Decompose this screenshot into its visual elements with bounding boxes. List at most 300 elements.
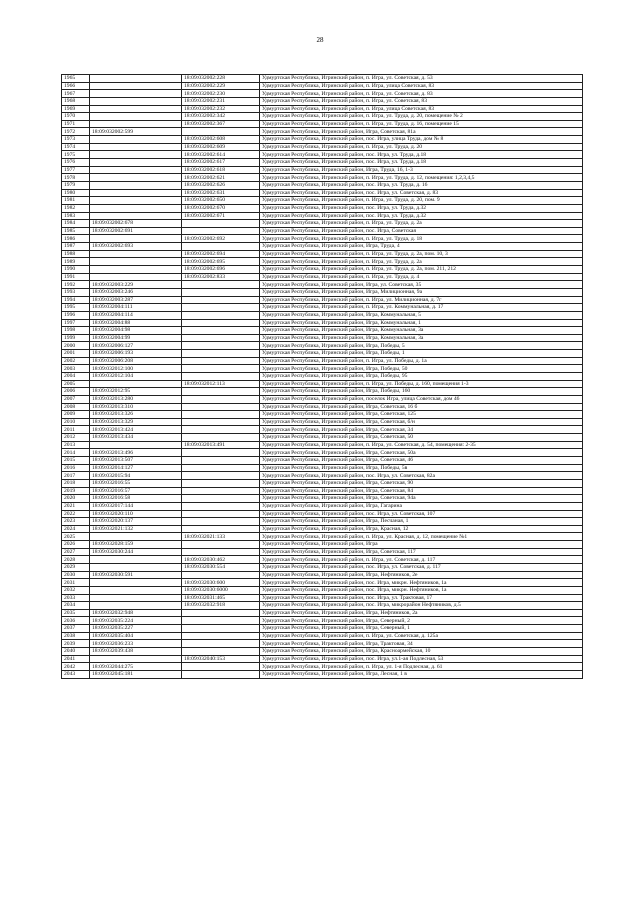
building-number-cell: 18:09:032002:232 [182,105,260,113]
address-cell: Удмуртская Республика, Игринский район, п. Игра, ул. Советская, д. 53 [260,75,583,83]
row-number-cell: 1966 [62,82,90,90]
land-plot-number-cell [90,594,182,602]
building-number-cell: 18:09:032002:231 [182,97,260,105]
address-cell: Удмуртская Республика, Игринский район, Игра, Милиционная, 9а [260,288,583,296]
table-row [62,449,583,457]
address-cell: Удмуртская Республика, Игринский район, Игра, Победы, 5 [260,342,583,350]
building-number-cell: 18:09:032002:692 [182,235,260,243]
building-number-cell [182,648,260,656]
land-plot-number-cell: 18:09:032036:233 [90,640,182,648]
address-cell: Удмуртская Республика, Игринский район, п. Игра, ул. Победы, д. 160, помещения 1-3 [260,380,583,388]
land-plot-number-cell: 18:09:032013:329 [90,418,182,426]
table-row [62,670,583,678]
building-number-cell [182,281,260,289]
row-number-cell: 2015 [62,457,90,465]
land-plot-number-cell [90,189,182,197]
building-number-cell [182,632,260,640]
row-number-cell: 1999 [62,334,90,342]
land-plot-number-cell: 18:09:032016:55 [90,479,182,487]
land-plot-number-cell [90,380,182,388]
row-number-cell: 2037 [62,625,90,633]
address-cell: Удмуртская Республика, Игринский район, пос. Игра, Советская [260,227,583,235]
table-row [62,602,583,610]
row-number-cell: 2000 [62,342,90,350]
address-cell: Удмуртская Республика, Игринский район, пос. Игра, ул. Труда, д.32 [260,212,583,220]
row-number-cell: 2004 [62,372,90,380]
row-number-cell: 1997 [62,319,90,327]
address-cell: Удмуртская Республика, Игринский район, п. Игра, ул. Советская, 83 [260,97,583,105]
table-row [62,128,583,136]
building-number-cell [182,502,260,510]
land-plot-number-cell [90,586,182,594]
land-plot-number-cell: 18:09:032013:496 [90,449,182,457]
building-number-cell [182,472,260,480]
land-plot-number-cell: 18:09:032017:144 [90,502,182,510]
row-number-cell: 2014 [62,449,90,457]
address-cell: Удмуртская Республика, Игринский район, Игра, Советская, 94а [260,495,583,503]
table-row [62,533,583,541]
land-plot-number-cell: 18:09:032012:95 [90,388,182,396]
address-cell: Удмуртская Республика, Игринский район, Игра, Советская, 84 [260,487,583,495]
address-cell: Удмуртская Республика, Игринский район, Игра, Коммунальная, 3а [260,327,583,335]
building-number-cell [182,487,260,495]
building-number-cell [182,403,260,411]
land-plot-number-cell [90,151,182,159]
row-number-cell: 2030 [62,571,90,579]
building-number-cell [182,426,260,434]
row-number-cell: 2031 [62,579,90,587]
building-number-cell: 18:09:032002:650 [182,197,260,205]
building-number-cell [182,670,260,678]
table-row [62,235,583,243]
row-number-cell: 2008 [62,403,90,411]
land-plot-number-cell [90,602,182,610]
row-number-cell: 2033 [62,594,90,602]
address-cell: Удмуртская Республика, Игринский район, Игра, Песчаная, 1 [260,518,583,526]
building-number-cell: 18:09:032002:609 [182,143,260,151]
table-row [62,250,583,258]
address-cell: Удмуртская Республика, Игринский район, пос. Игра, ул. Труда, д.32 [260,204,583,212]
table-row [62,105,583,113]
table-row [62,342,583,350]
land-plot-number-cell: 18:09:032035:227 [90,625,182,633]
row-number-cell: 1975 [62,151,90,159]
land-plot-number-cell [90,212,182,220]
land-plot-number-cell: 18:09:032006:127 [90,342,182,350]
building-number-cell: 18:09:032002:618 [182,166,260,174]
land-plot-number-cell: 18:09:032013:424 [90,426,182,434]
land-plot-number-cell: 18:09:032004:111 [90,304,182,312]
table-row [62,82,583,90]
row-number-cell: 2034 [62,602,90,610]
row-number-cell: 2016 [62,464,90,472]
building-number-cell: 18:09:032030:6000 [182,586,260,594]
row-number-cell: 1989 [62,258,90,266]
building-number-cell [182,342,260,350]
address-cell: Удмуртская Республика, Игринский район, п. Игра, ул. Труда, д. 2а, пом. 10, 3 [260,250,583,258]
address-cell: Удмуртская Республика, Игринский район, Игра, Победы, 5в [260,464,583,472]
table-row [62,548,583,556]
building-number-cell: 18:09:032002:695 [182,258,260,266]
row-number-cell: 1993 [62,288,90,296]
address-cell: Удмуртская Республика, Игринский район, п. Игра, ул. Труда, д. 2а [260,220,583,228]
row-number-cell: 2012 [62,434,90,442]
address-cell: Удмуртская Республика, Игринский район, Игра, Советская, б/н [260,418,583,426]
row-number-cell: 2028 [62,556,90,564]
table-row [62,220,583,228]
building-number-cell [182,525,260,533]
address-cell: Удмуртская Республика, Игринский район, Игра, Победы, 160 [260,388,583,396]
land-plot-number-cell [90,143,182,151]
building-number-cell: 18:09:032030:462 [182,556,260,564]
address-cell: Удмуртская Республика, Игринский район, пос. Игра, ул. Советская, д. 117 [260,564,583,572]
row-number-cell: 1992 [62,281,90,289]
address-cell: Удмуртская Республика, Игринский район, Игра, Советская, 50а [260,449,583,457]
land-plot-number-cell: 18:09:032021:132 [90,525,182,533]
table-row [62,319,583,327]
building-number-cell [182,327,260,335]
row-number-cell: 1977 [62,166,90,174]
address-cell: Удмуртская Республика, Игринский район, п. Игра, ул. Труда, д. 20 [260,143,583,151]
land-plot-number-cell [90,235,182,243]
row-number-cell: 2041 [62,655,90,663]
address-cell: Удмуртская Республика, Игринский район, п. Игра, ул. Труда, д. 18 [260,235,583,243]
address-cell: Удмуртская Республика, Игринский район, пос. Игра, ул. Труда, д.18 [260,159,583,167]
row-number-cell: 2005 [62,380,90,388]
land-plot-number-cell: 18:09:032006:193 [90,350,182,358]
building-number-cell [182,388,260,396]
row-number-cell: 2023 [62,518,90,526]
building-number-cell: 18:09:032002:617 [182,159,260,167]
land-plot-number-cell: 18:09:032014:127 [90,464,182,472]
address-cell: Удмуртская Республика, Игринский район, п. Игра, ул. Милиционная, д. 7г [260,296,583,304]
building-number-cell [182,365,260,373]
land-plot-number-cell: 18:09:032004:98 [90,327,182,335]
building-number-cell: 18:09:032012:113 [182,380,260,388]
row-number-cell: 1990 [62,266,90,274]
table-row [62,365,583,373]
building-number-cell [182,495,260,503]
table-row [62,632,583,640]
table-row [62,372,583,380]
table-row [62,441,583,449]
address-cell: Удмуртская Республика, Игринский район, п. Игра, ул. Советская, д. 125а [260,632,583,640]
address-cell: Удмуртская Республика, Игринский район, пос. Игра, ул. Советская, д. 83 [260,189,583,197]
table-row [62,663,583,671]
address-cell: Удмуртская Республика, Игринский район, п. Игра, ул. Советская, д. 117 [260,556,583,564]
table-row [62,487,583,495]
land-plot-number-cell [90,120,182,128]
address-cell: Удмуртская Республика, Игринский район, Игра, Победы, 50 [260,365,583,373]
land-plot-number-cell [90,266,182,274]
land-plot-number-cell [90,181,182,189]
land-plot-number-cell: 18:09:032032:948 [90,609,182,617]
address-cell: Удмуртская Республика, Игринский район, пос. Игра, ул. Советская, 82а [260,472,583,480]
address-cell: Удмуртская Республика, Игринский район, п. Игра, ул. Советская, д. 83 [260,90,583,98]
table-row [62,212,583,220]
table-row [62,472,583,480]
land-plot-number-cell: 18:09:032030:244 [90,548,182,556]
address-cell: Удмуртская Республика, Игринский район, п. Игра, ул. Труда, д. 4 [260,273,583,281]
table-row [62,288,583,296]
register-table-body [62,75,583,679]
address-cell: Удмуртская Республика, Игринский район, Игра, Северный, 1 [260,625,583,633]
table-row [62,571,583,579]
building-number-cell: 18:09:032002:229 [182,82,260,90]
land-plot-number-cell [90,197,182,205]
table-row [62,541,583,549]
row-number-cell: 2017 [62,472,90,480]
land-plot-number-cell: 18:09:032016:58 [90,495,182,503]
address-cell: Удмуртская Республика, Игринский район, Игра, Труда, 16, 1-3 [260,166,583,174]
table-row [62,143,583,151]
land-plot-number-cell [90,441,182,449]
row-number-cell: 2021 [62,502,90,510]
table-row [62,617,583,625]
table-row [62,311,583,319]
row-number-cell: 2020 [62,495,90,503]
table-row [62,426,583,434]
row-number-cell: 1980 [62,189,90,197]
building-number-cell: 18:09:032021:133 [182,533,260,541]
land-plot-number-cell: 18:09:032028:159 [90,541,182,549]
land-plot-number-cell: 18:09:032035:404 [90,632,182,640]
address-cell: Удмуртская Республика, Игринский район, п. Игра, улица Советская, 83 [260,105,583,113]
land-plot-number-cell: 18:09:032015:94 [90,472,182,480]
address-cell: Удмуртская Республика, Игринский район, Игра, Советская, 34 [260,426,583,434]
row-number-cell: 1967 [62,90,90,98]
address-cell: Удмуртская Республика, Игринский район, п. Игра, ул. Труда, д. 20, пом. 9 [260,197,583,205]
table-row [62,525,583,533]
table-row [62,655,583,663]
address-cell: Удмуртская Республика, Игринский район, Игра, Коммунальная, 1 [260,319,583,327]
building-number-cell: 18:09:032002:694 [182,250,260,258]
row-number-cell: 2011 [62,426,90,434]
land-plot-number-cell [90,579,182,587]
building-number-cell: 18:09:032002:614 [182,151,260,159]
building-number-cell [182,357,260,365]
row-number-cell: 1986 [62,235,90,243]
table-row [62,197,583,205]
address-cell: Удмуртская Республика, Игринский район, Игра, ул. Советская, 35 [260,281,583,289]
land-plot-number-cell: 18:09:032039:438 [90,648,182,656]
land-plot-number-cell: 18:09:032020:110 [90,510,182,518]
land-plot-number-cell [90,105,182,113]
address-cell: Удмуртская Республика, Игринский район, пос. Игра, улица Труда, дом № 8 [260,136,583,144]
row-number-cell: 1968 [62,97,90,105]
row-number-cell: 1994 [62,296,90,304]
building-number-cell: 18:09:032030:600 [182,579,260,587]
building-number-cell [182,372,260,380]
land-plot-number-cell: 18:09:032004:88 [90,319,182,327]
building-number-cell: 18:09:032002:670 [182,204,260,212]
table-row [62,395,583,403]
building-number-cell [182,457,260,465]
row-number-cell: 1984 [62,220,90,228]
building-number-cell [182,663,260,671]
land-plot-number-cell [90,75,182,83]
address-cell: Удмуртская Республика, Игринский район, Игра, Победы, 1 [260,350,583,358]
land-plot-number-cell: 18:09:032003:246 [90,288,182,296]
address-cell: Удмуртская Республика, Игринский район, Игра, Советская, 125 [260,411,583,419]
table-row [62,189,583,197]
row-number-cell: 1981 [62,197,90,205]
land-plot-number-cell: 18:09:032004:114 [90,311,182,319]
row-number-cell: 1985 [62,227,90,235]
table-row [62,266,583,274]
building-number-cell: 18:09:032002:631 [182,189,260,197]
building-number-cell [182,311,260,319]
land-plot-number-cell [90,97,182,105]
building-number-cell [182,625,260,633]
row-number-cell: 1973 [62,136,90,144]
land-plot-number-cell: 18:09:032013:280 [90,395,182,403]
land-plot-number-cell [90,82,182,90]
land-plot-number-cell [90,258,182,266]
page-number: 28 [316,36,324,44]
row-number-cell: 2038 [62,632,90,640]
address-cell: Удмуртская Республика, Игринский район, Игра, Коммунальная, 5 [260,311,583,319]
address-cell: Удмуртская Республика, Игринский район, Игра, Советская, 50 [260,434,583,442]
table-row [62,457,583,465]
building-number-cell [182,541,260,549]
building-number-cell: 18:09:032002:626 [182,181,260,189]
table-row [62,113,583,121]
row-number-cell: 2009 [62,411,90,419]
land-plot-number-cell [90,556,182,564]
building-number-cell [182,411,260,419]
row-number-cell: 1987 [62,243,90,251]
building-number-cell: 18:09:032002:367 [182,120,260,128]
building-number-cell [182,464,260,472]
land-plot-number-cell: 18:09:032030:591 [90,571,182,579]
land-plot-number-cell: 18:09:032002:678 [90,220,182,228]
building-number-cell: 18:09:032040:153 [182,655,260,663]
row-number-cell: 2024 [62,525,90,533]
address-cell: Удмуртская Республика, Игринский район, Игра, Трактовая, 34 [260,640,583,648]
building-number-cell [182,548,260,556]
row-number-cell: 2026 [62,541,90,549]
row-number-cell: 2007 [62,395,90,403]
land-plot-number-cell [90,159,182,167]
table-row [62,357,583,365]
land-plot-number-cell: 18:09:032013:326 [90,411,182,419]
row-number-cell: 2010 [62,418,90,426]
table-row [62,625,583,633]
table-row [62,327,583,335]
land-plot-number-cell [90,90,182,98]
table-row [62,594,583,602]
table-row [62,640,583,648]
building-number-cell [182,395,260,403]
table-row [62,518,583,526]
row-number-cell: 1996 [62,311,90,319]
table-row [62,403,583,411]
address-cell: Удмуртская Республика, Игринский район, пос. Игра, микрн. Нефтяников, 1а [260,579,583,587]
address-cell: Удмуртская Республика, Игринский район, Игра, Труда, 4 [260,243,583,251]
table-row [62,648,583,656]
address-cell: Удмуртская Республика, Игринский район, пос. Игра, микрн. Нефтяников, 1а [260,586,583,594]
row-number-cell: 2043 [62,670,90,678]
table-row [62,586,583,594]
building-number-cell [182,418,260,426]
land-plot-number-cell: 18:09:032003:287 [90,296,182,304]
building-number-cell [182,640,260,648]
land-plot-number-cell: 18:09:032020:137 [90,518,182,526]
address-cell: Удмуртская Республика, Игринский район, пос. Игра, микрорайон Нефтяников, д.5 [260,602,583,610]
row-number-cell: 2002 [62,357,90,365]
building-number-cell [182,220,260,228]
row-number-cell: 1995 [62,304,90,312]
table-row [62,174,583,182]
land-plot-number-cell [90,250,182,258]
building-number-cell: 18:09:032002:230 [182,90,260,98]
table-row [62,510,583,518]
building-number-cell: 18:09:032002:228 [182,75,260,83]
table-row [62,281,583,289]
table-row [62,502,583,510]
building-number-cell: 18:09:032002:696 [182,266,260,274]
address-cell: Удмуртская Республика, Игринский район, Игра, Советская, 16 б [260,403,583,411]
building-number-cell: 18:09:032032:918 [182,602,260,610]
row-number-cell: 2027 [62,548,90,556]
building-number-cell: 18:09:032002:342 [182,113,260,121]
land-plot-number-cell: 18:09:032044:275 [90,663,182,671]
land-plot-number-cell: 18:09:032013:507 [90,457,182,465]
table-row [62,75,583,83]
address-cell: Удмуртская Республика, Игринский район, Игра, Нефтяников, 2а [260,609,583,617]
row-number-cell: 1976 [62,159,90,167]
building-number-cell: 18:09:032030:554 [182,564,260,572]
land-plot-number-cell: 18:09:032045:181 [90,670,182,678]
row-number-cell: 1969 [62,105,90,113]
address-cell: Удмуртская Республика, Игринский район, пос. Игра, ул. Трактовая, 17 [260,594,583,602]
land-plot-number-cell: 18:09:032016:57 [90,487,182,495]
land-plot-number-cell [90,273,182,281]
row-number-cell: 2032 [62,586,90,594]
table-row [62,204,583,212]
building-number-cell [182,227,260,235]
row-number-cell: 2040 [62,648,90,656]
row-number-cell: 2019 [62,487,90,495]
building-number-cell [182,296,260,304]
land-plot-number-cell: 18:09:032013:310 [90,403,182,411]
land-plot-number-cell [90,113,182,121]
land-plot-number-cell [90,136,182,144]
row-number-cell: 1988 [62,250,90,258]
address-cell: Удмуртская Республика, Игринский район, Игра, Советская, 46 [260,457,583,465]
address-cell: Удмуртская Республика, Игринский район, п. Игра, ул. Коммунальная, д. 17 [260,304,583,312]
land-plot-number-cell: 18:09:032035:224 [90,617,182,625]
address-cell: Удмуртская Республика, Игринский район, п. Игра, ул. Советская, д. 54, помещения: 2-35 [260,441,583,449]
building-number-cell: 18:09:032013:491 [182,441,260,449]
address-cell: Удмуртская Республика, Игринский район, п. Игра, улица Советская, 83 [260,82,583,90]
cadastral-register-table [61,74,583,679]
address-cell: Удмуртская Республика, Игринский район, п. Игра, ул. Победы, д. 1а [260,357,583,365]
table-row [62,350,583,358]
table-row [62,296,583,304]
table-row [62,243,583,251]
table-row [62,181,583,189]
land-plot-number-cell [90,204,182,212]
row-number-cell: 1972 [62,128,90,136]
land-plot-number-cell: 18:09:032002:599 [90,128,182,136]
row-number-cell: 2022 [62,510,90,518]
table-row [62,411,583,419]
address-cell: Удмуртская Республика, Игринский район, Игра, Гагарина [260,502,583,510]
address-cell: Удмуртская Республика, Игринский район, Игра, Победы, 95 [260,372,583,380]
table-row [62,166,583,174]
